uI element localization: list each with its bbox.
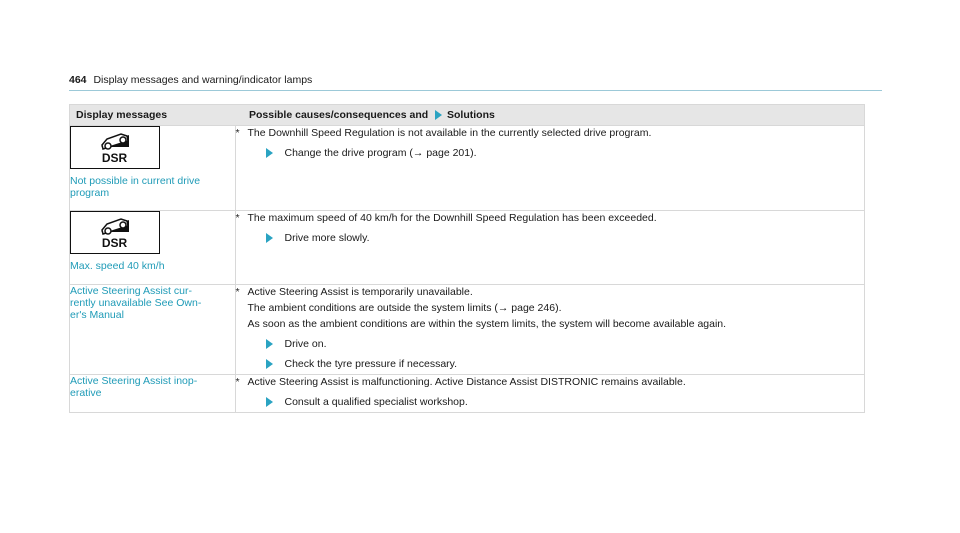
page-header (69, 74, 882, 91)
message-cell (70, 375, 236, 413)
solution-cell (235, 211, 865, 285)
page-header-title: Display messages and warning/indicator lamps (93, 74, 313, 86)
solution-step: Check the tyre pressure if necessary. (266, 357, 865, 371)
display-message-text: Not possible in current drive program (70, 175, 201, 199)
message-cell (70, 285, 236, 375)
cause-item: * Active Steering Assist is malfunctioning. Active Distance Assist DISTRONIC remains available. (235, 376, 686, 388)
column-header-display-messages: Display messages (70, 105, 236, 126)
solution-cell (235, 285, 865, 375)
column-header-solutions-label: Solutions (447, 109, 495, 121)
solution-step: Change the drive program (→ page 201). (266, 146, 865, 160)
arrow-icon (266, 233, 273, 243)
column-header-solutions (235, 105, 865, 126)
column-header-causes-label: Possible causes/consequences and (249, 109, 429, 121)
solution-step: Drive on. (266, 337, 865, 351)
display-messages-table (69, 104, 865, 413)
message-cell (70, 211, 236, 285)
arrow-icon (435, 110, 442, 120)
solution-cell (235, 126, 865, 211)
table-row (70, 211, 865, 285)
arrow-icon (266, 148, 273, 158)
solution-step: Drive more slowly. (266, 231, 865, 245)
display-message-text: Max. speed 40 km/h (70, 260, 165, 272)
solution-cell (235, 375, 865, 413)
cause-item: * The Downhill Speed Regulation is not available in the currently selected drive program. (235, 127, 652, 139)
table-row (70, 375, 865, 413)
dsr-label: DSR (101, 151, 128, 165)
table-row (70, 285, 865, 375)
table-row (70, 126, 865, 211)
arrow-icon (266, 359, 273, 369)
message-cell (70, 126, 236, 211)
cause-line: The ambient conditions are outside the system limits (→ page 246). (247, 302, 562, 314)
dsr-label: DSR (101, 236, 128, 250)
display-message-text: Active Steering Assist cur- rently unavailable See Own- er's Manual (70, 285, 202, 321)
solution-step: Consult a qualified specialist workshop. (266, 395, 865, 409)
arrow-icon (266, 339, 273, 349)
cause-item: * The maximum speed of 40 km/h for the Downhill Speed Regulation has been exceeded. (235, 212, 657, 224)
cause-item: * Active Steering Assist is temporarily unavailable. (235, 286, 473, 298)
dsr-indicator-icon (70, 126, 160, 169)
page-number: 464 (69, 74, 87, 86)
dsr-indicator-icon (70, 211, 160, 254)
table-header-row (70, 105, 865, 126)
display-message-text: Active Steering Assist inop- erative (70, 375, 198, 399)
arrow-icon (266, 397, 273, 407)
cause-line: As soon as the ambient conditions are within the system limits, the system will become available again. (247, 318, 727, 330)
